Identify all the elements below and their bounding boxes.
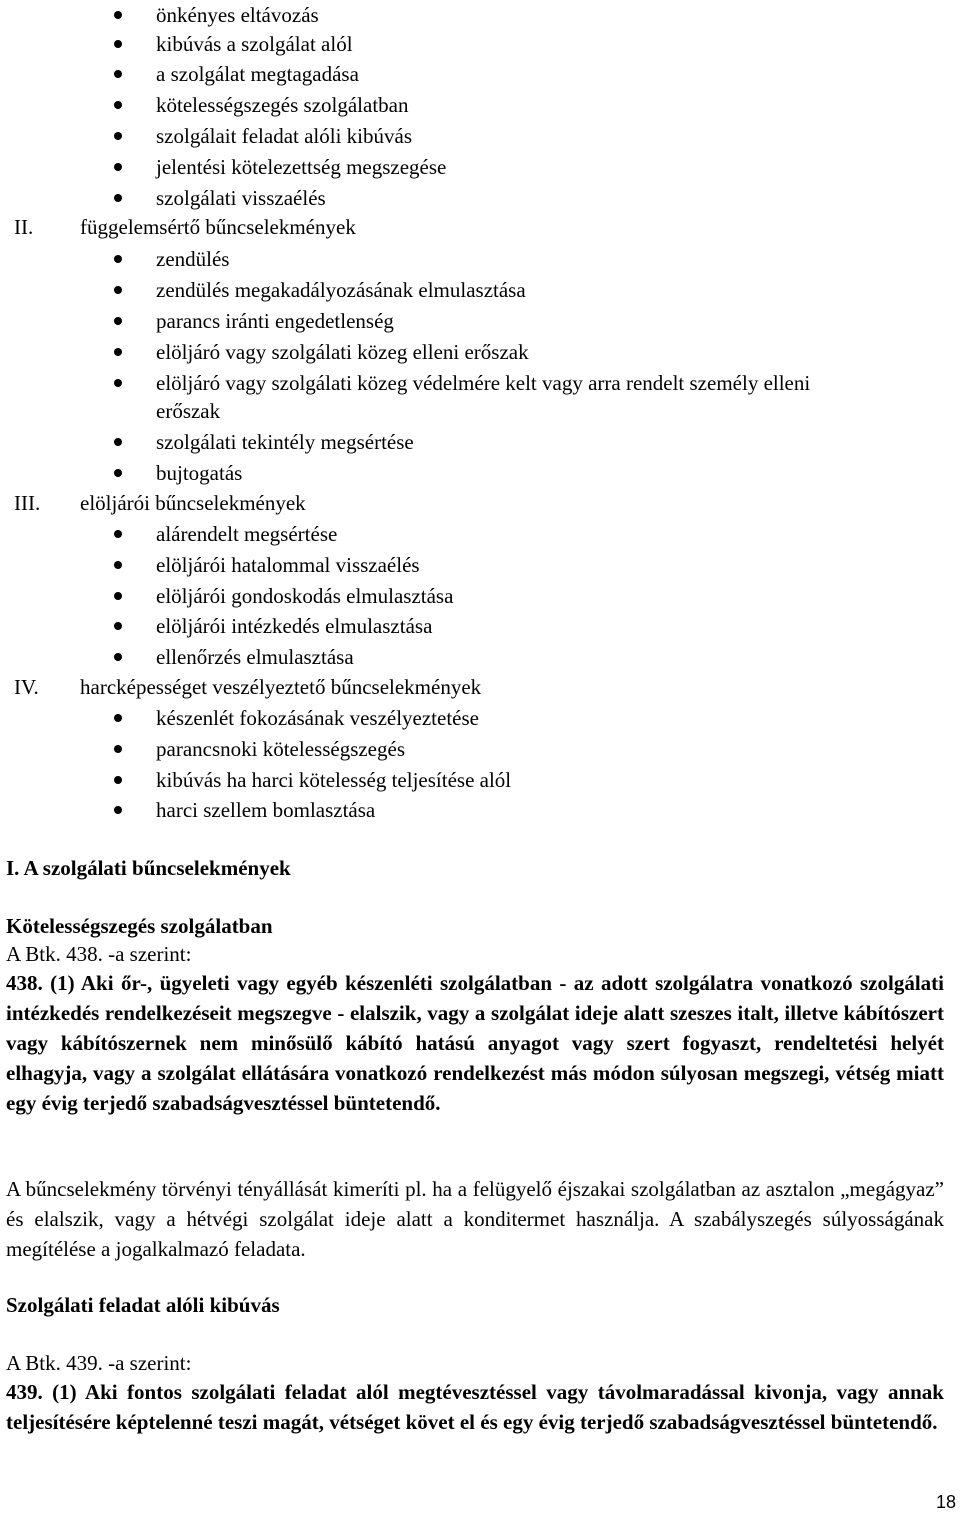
bullet-icon bbox=[114, 286, 122, 294]
group-heading bbox=[0, 488, 960, 518]
list-item bbox=[0, 152, 960, 182]
list-item-text: szolgálait feladat alóli kibúvás bbox=[156, 124, 412, 148]
list-item-text: erőszak bbox=[156, 399, 221, 423]
list-item-text: készenlét fokozásának veszélyeztetése bbox=[156, 706, 479, 730]
list-item-text: önkényes eltávozás bbox=[156, 3, 319, 27]
bullet-icon bbox=[114, 530, 122, 538]
list-item-text: zendülés megakadályozásának elmulasztása bbox=[156, 278, 526, 302]
bullet-icon bbox=[114, 379, 122, 387]
list-item-text: parancsnoki kötelességszegés bbox=[156, 737, 405, 761]
bullet-icon bbox=[114, 469, 122, 477]
list-item-text: kibúvás ha harci kötelesség teljesítése alól bbox=[156, 768, 512, 792]
bullet-icon bbox=[114, 194, 122, 202]
list-item bbox=[0, 703, 960, 733]
list-item-text: ellenőrzés elmulasztása bbox=[156, 645, 354, 669]
roman-numeral: II. bbox=[14, 215, 34, 239]
bullet-icon bbox=[114, 101, 122, 109]
list-item-text: elöljárói intézkedés elmulasztása bbox=[156, 614, 433, 638]
roman-numeral: IV. bbox=[14, 675, 39, 699]
list-item bbox=[0, 29, 960, 59]
list-item bbox=[0, 765, 960, 795]
law-text: 439. (1) Aki fontos szolgálati feladat alól megtévesztéssel vagy távolmaradással kivonja, vagy annak teljesítésére képtelenné teszi magát, vétséget követ el és egy évig terjedő szabadságvesztéssel büntetendő. bbox=[6, 1380, 944, 1434]
bullet-icon bbox=[114, 132, 122, 140]
list-item bbox=[0, 368, 960, 398]
roman-numeral: III. bbox=[14, 491, 41, 515]
list-item bbox=[0, 306, 960, 336]
law-text: 438. (1) Aki őr-, ügyeleti vagy egyéb készenléti szolgálatban - az adott szolgálatra vonatkozó szolgálati intézkedés rendelkezéseit megszegve - elalszik, vagy a szolgálat ideje alatt szeszes italt, illetve kábítószert vagy kábítószernek nem minősülő kábító hatású anyagot vagy szert fogyaszt, rendeltetési helyét elhagyja, vagy a szolgálat ellátására vonatkozó rendelkezést más módon súlyosan megszegi, vétség miatt egy évig terjedő szabadságvesztéssel büntetendő. bbox=[6, 971, 944, 1115]
bullet-icon bbox=[114, 255, 122, 263]
list-item bbox=[0, 458, 960, 488]
bullet-icon bbox=[114, 745, 122, 753]
list-item-text: zendülés bbox=[156, 247, 230, 271]
bullet-icon bbox=[114, 653, 122, 661]
bullet-icon bbox=[114, 438, 122, 446]
bullet-icon bbox=[114, 561, 122, 569]
list-item bbox=[0, 581, 960, 611]
list-item-text: a szolgálat megtagadása bbox=[156, 62, 359, 86]
list-item bbox=[0, 337, 960, 367]
bullet-icon bbox=[114, 11, 122, 19]
list-item-text: kibúvás a szolgálat alól bbox=[156, 32, 353, 56]
list-item-text: elöljáró vagy szolgálati közeg védelmére kelt vagy arra rendelt személy elleni bbox=[156, 371, 811, 395]
bullet-icon bbox=[114, 714, 122, 722]
list-item-text: alárendelt megsértése bbox=[156, 522, 338, 546]
list-item bbox=[0, 550, 960, 580]
list-item bbox=[0, 244, 960, 274]
list-item-text: parancs iránti engedetlenség bbox=[156, 309, 394, 333]
list-item bbox=[0, 427, 960, 457]
bullet-icon bbox=[114, 40, 122, 48]
list-item bbox=[0, 642, 960, 672]
list-item bbox=[0, 519, 960, 549]
list-item-text: kötelességszegés szolgálatban bbox=[156, 93, 409, 117]
list-item bbox=[0, 0, 960, 30]
list-item bbox=[0, 611, 960, 641]
list-item-text: szolgálati tekintély megsértése bbox=[156, 430, 414, 454]
bullet-icon bbox=[114, 776, 122, 784]
list-item-text: elöljárói gondoskodás elmulasztása bbox=[156, 584, 454, 608]
group-title: elöljárói bűncselekmények bbox=[80, 491, 306, 515]
bullet-icon bbox=[114, 163, 122, 171]
subsection-title: Szolgálati feladat alóli kibúvás bbox=[6, 1293, 280, 1317]
group-heading bbox=[0, 212, 960, 242]
section-heading: I. A szolgálati bűncselekmények bbox=[6, 856, 291, 880]
list-item bbox=[0, 90, 960, 120]
list-item bbox=[0, 183, 960, 213]
list-item bbox=[0, 275, 960, 305]
bullet-icon bbox=[114, 806, 122, 814]
list-item-text: elöljárói hatalommal visszaélés bbox=[156, 553, 420, 577]
bullet-icon bbox=[114, 317, 122, 325]
bullet-icon bbox=[114, 592, 122, 600]
commentary-paragraph: A bűncselekmény törvényi tényállását kimeríti pl. ha a felügyelő éjszakai szolgálatban az asztalon „megágyaz” és elalszik, vagy a hétvégi szolgálat ideje alatt a konditermet használja. A szabályszegés súlyosságának megítélése a jogalkalmazó feladata. bbox=[6, 1177, 944, 1261]
group-heading bbox=[0, 672, 960, 702]
bullet-icon bbox=[114, 70, 122, 78]
list-item bbox=[0, 59, 960, 89]
list-item-text: harci szellem bomlasztása bbox=[156, 798, 376, 822]
list-item bbox=[0, 121, 960, 151]
bullet-icon bbox=[114, 348, 122, 356]
list-item-text: jelentési kötelezettség megszegése bbox=[156, 155, 447, 179]
list-item-text: elöljáró vagy szolgálati közeg elleni erőszak bbox=[156, 340, 529, 364]
law-reference: A Btk. 438. -a szerint: bbox=[6, 942, 192, 966]
group-title: harcképességet veszélyeztető bűncselekmények bbox=[80, 675, 482, 699]
list-item-text: bujtogatás bbox=[156, 461, 243, 485]
bullet-icon bbox=[114, 622, 122, 630]
list-item bbox=[0, 734, 960, 764]
list-item bbox=[0, 795, 960, 825]
page-number: 18 bbox=[936, 1492, 957, 1512]
subsection-title: Kötelességszegés szolgálatban bbox=[6, 914, 273, 938]
law-reference: A Btk. 439. -a szerint: bbox=[6, 1351, 192, 1375]
group-title: függelemsértő bűncselekmények bbox=[80, 215, 356, 239]
list-item-text: szolgálati visszaélés bbox=[156, 186, 326, 210]
